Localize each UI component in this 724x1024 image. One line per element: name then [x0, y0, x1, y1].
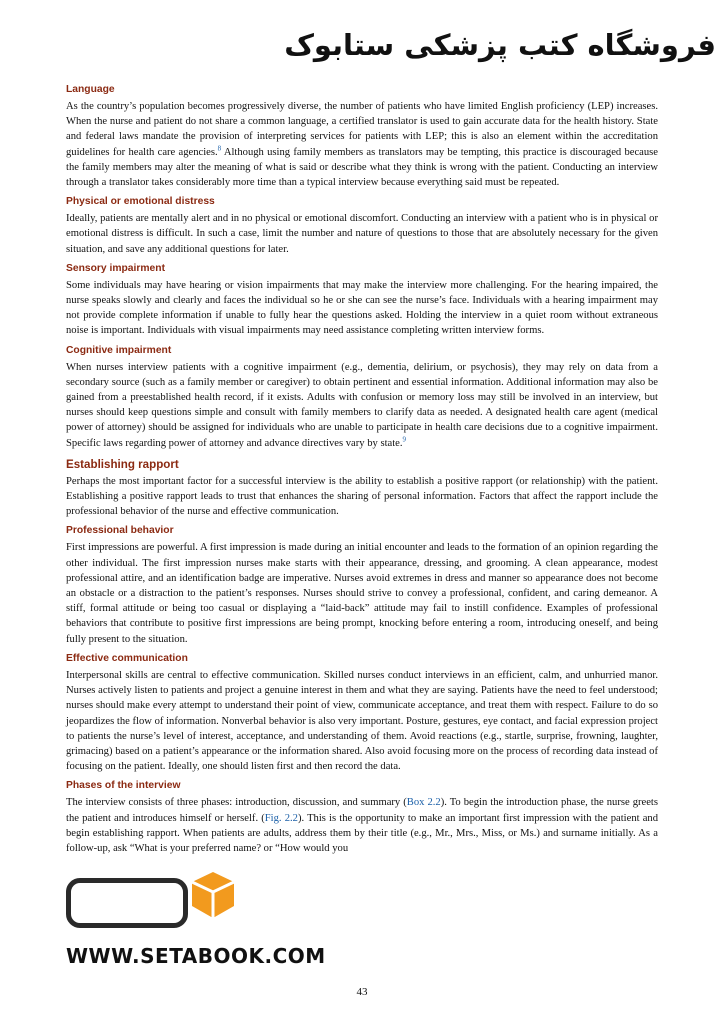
paragraph-phases: The interview consists of three phases: introduction, discussion, and summary (Box 2.2). To begin the introduction phase, the nurse greets the patient and introduces himself or herself. (Fig. 2.2). This is the opportunity to make an important first impression with the patient and begin establishing rapport. When patients are adults, address them by their title (e.g., Mr., Mrs., Miss, or Ms.) and surname initially. As a follow-up, ask “What is your preferred name? or “How would you	[66, 797, 659, 854]
heading-professional: Professional behavior	[66, 525, 174, 537]
paragraph-professional: First impressions are powerful. A first impression is made during an initial encounter and leads to the formation of an opinion regarding the other individual. The first impression nurses make starts with their appearance, dressing, and grooming. A clean appearance, modest professional attire, and an identification badge are imperative. Nurses avoid extremes in dress and manner so appearance does not become an obstacle or a distraction to the patient’s responses. Nurses should strive to convey a professional, confident, and caring demeanor. A stiff, formal attitude or being too casual or displaying a “laid-back” attitude may fail to instill confidence. Examples of professional behaviors that contribute to positive first impressions are being prompt, knocking before entering a room, introducing oneself, and being fully present to the situation.	[66, 542, 658, 645]
footnote-ref-8[interactable]: 8	[217, 144, 222, 153]
page-number: 43	[356, 986, 368, 998]
paragraph-cognitive: When nurses interview patients with a cognitive impairment (e.g., dementia, delirium, or psychosis), they may rely on data from a secondary source (such as a family member or caregiver) to obtain pertinent and essential information. Additional information may also be gained from a preestablished health record, if it exists. Adults with confusion or memory loss may still be involved in an interview, but nurses should keep questions simple and consult with family members to clarify data as needed. A designated health care agent (medical power of attorney) should be assigned for individuals who are unable to participate in health care decisions due to a cognitive impairment. Specific laws regarding power of attorney and advance directives vary by state.$^9$	[66, 361, 658, 449]
heading-rapport: Establishing rapport	[66, 457, 179, 471]
paragraph-rapport: Perhaps the most important factor for a successful interview is the ability to establish a positive rapport (or relationship) with the patient. Establishing a positive rapport leads to trust that enhances the sharing of personal information. Factors that affect the rapport include the professional behavior of the nurse and effective communication.	[66, 475, 658, 518]
footnote-ref-9[interactable]: 9	[402, 435, 407, 444]
box-reference-link[interactable]: Box 2.2	[406, 797, 441, 809]
paragraph-language: As the country’s population becomes progressively diverse, the number of patients who have limited English proficiency (LEP) increases. When the nurse and patient do not share a common language, a certified translator is used to gain accurate data for the health history. State and federal laws mandate the provision of interpreting services for patients with LEP; this is also an element within the accreditation guidelines for health care agencies.$^8$ Although using family members as translators may be tempting, this practice is discouraged because the family members may alter the meaning of what is said or describe what they think is wrong with the patient. Conducting an interview through a translator takes considerably more time than a typical interview because everything said must be repeated.	[66, 101, 658, 189]
heading-language: Language	[66, 84, 115, 95]
paragraph-communication: Interpersonal skills are central to effective communication. Skilled nurses conduct interviews in an efficient, calm, and unhurried manor. Nurses actively listen to patients and project a genuine interest in them and what they are saying. Patients have the need to feel understood; nurses should make every attempt to understand their point of view, communicate acceptance, and treat them with respect. Failure to do so jeopardizes the flow of information. Nonverbal behavior is also very important. Posture, gestures, eye contact, and facial expression project to patients the nurse’s level of interest, acceptance, and understanding of them. Avoid reactions (e.g., startle, surprise, frowning, laughter, grimacing) based on a patient’s appearance or the information shared. Also avoid focusing more on the process of recording data instead of focusing on the patient. Ideally, one should listen first and then record the data.	[66, 669, 658, 773]
store-banner-title: فروشگاه کتب پزشکی ستابوک	[284, 28, 716, 62]
heading-sensory: Sensory impairment	[66, 262, 165, 274]
heading-communication: Effective communication	[66, 652, 188, 664]
heading-distress: Physical or emotional distress	[66, 196, 215, 208]
heading-cognitive: Cognitive impairment	[66, 344, 172, 356]
page-content	[66, 78, 658, 859]
heading-phases: Phases of the interview	[66, 780, 181, 792]
figure-reference-link[interactable]: Fig. 2.2	[264, 812, 298, 824]
watermark-logo-badge	[66, 878, 188, 928]
watermark-url: WWW.SETABOOK.COM	[66, 944, 326, 968]
paragraph-sensory: Some individuals may have hearing or vision impairments that may make the interview more challenging. For the hearing impaired, the nurse speaks slowly and clearly and faces the individual so he or she can see the nurse’s face. Individuals with a hearing impairment may not provide complete information if unable to fully hear the questions asked. Holding the interview in a quiet room without extraneous noise is important. Individuals with visual impairments may need assistance completing written interview forms.	[66, 279, 658, 337]
paragraph-distress: Ideally, patients are mentally alert and in no physical or emotional discomfort. Conducting an interview with a patient who is in physical or emotional distress is difficult. In such a case, limit the number and nature of questions to those that are absolutely necessary for the given situation, and save any additional questions for later.	[66, 213, 658, 255]
setabook-watermark	[66, 870, 326, 970]
watermark-box-icon	[188, 870, 238, 920]
